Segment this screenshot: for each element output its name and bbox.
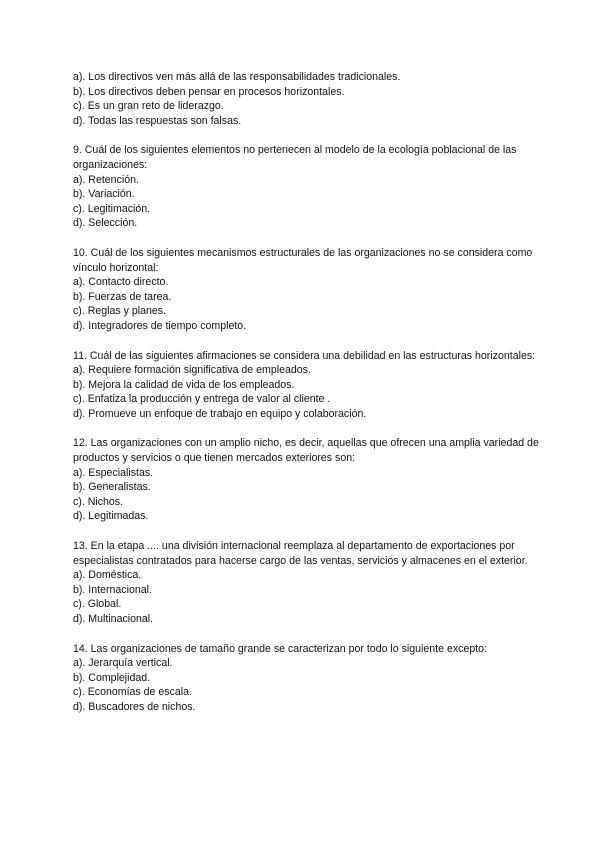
- question-13: [73, 539, 543, 627]
- question-11: [73, 349, 543, 422]
- option-a: a). Requiere formación significativa de empleados.: [73, 364, 311, 377]
- question-text: 12. Las organizaciones con un amplio nicho, es decir, aquellas que ofrecen una amplia variedad de productos y servicios o que tienen mercados exteriores son:: [73, 437, 539, 465]
- question-10: [73, 246, 543, 334]
- option-a: a). Doméstica.: [73, 569, 142, 582]
- document-page: [73, 70, 543, 730]
- question-text: 10. Cuál de los siguientes mecanismos estructurales de las organizaciones no se considera como vínculo horizontal:: [73, 246, 533, 274]
- option-a: a). Jerarquía vertical.: [73, 657, 173, 670]
- question-text: 9. Cuál de los siguientes elementos no pertenecen al modelo de la ecología poblacional de las organizaciones:: [73, 144, 517, 171]
- option-c: c). Es un gran reto de liderazgo.: [73, 100, 224, 113]
- option-b: b). Internacional.: [73, 583, 152, 596]
- option-d: d). Selección.: [73, 217, 138, 230]
- option-a: a). Retención.: [73, 173, 139, 186]
- option-d: d). Buscadores de nichos.: [73, 700, 196, 713]
- option-d: d). Integradores de tiempo completo.: [73, 319, 247, 332]
- question-text: 14. Las organizaciones de tamaño grande se caracterizan por todo lo siguiente excepto:: [73, 642, 488, 655]
- option-c: c). Enfatiza la producción y entrega de valor al cliente .: [73, 393, 331, 406]
- option-b: b). Mejora la calidad de vida de los empleados.: [73, 378, 295, 391]
- option-d: d). Multinacional.: [73, 613, 154, 625]
- question-9: [73, 143, 543, 231]
- option-b: b). Fuerzas de tarea.: [73, 290, 172, 303]
- option-c: c). Economías de escala.: [73, 686, 192, 699]
- option-a: a). Especialistas.: [73, 466, 154, 479]
- option-a: a). Contacto directo.: [73, 276, 169, 289]
- option-c: c). Legitimación.: [73, 202, 151, 215]
- option-d: d). Legitimadas.: [73, 510, 149, 523]
- option-c: c). Nichos.: [73, 495, 124, 508]
- question-text: 13. En la etapa .... una división internacional reemplaza al departamento de exportaciones por especialistas contratados para hacerse cargo de las ventas, servicios y almacenes en el exterior.: [73, 540, 528, 567]
- continued-options-block: [73, 70, 543, 128]
- option-a: a). Los directivos ven más allá de las responsabilidades tradicionales.: [73, 71, 401, 83]
- option-d: d). Todas las respuestas son falsas.: [73, 114, 242, 127]
- question-12: [73, 436, 543, 524]
- option-b: b). Complejidad.: [73, 671, 151, 684]
- option-b: b). Generalistas.: [73, 481, 151, 494]
- question-14: [73, 642, 543, 715]
- question-text: 11. Cuál de las siguientes afirmaciones se considera una debilidad en las estructuras horizontales:: [73, 349, 536, 362]
- option-b: b). Los directivos deben pensar en procesos horizontales.: [73, 85, 345, 98]
- option-d: d). Promueve un enfoque de trabajo en equipo y colaboración.: [73, 407, 367, 420]
- option-c: c). Global.: [73, 598, 122, 611]
- option-c: c). Reglas y planes.: [73, 305, 167, 318]
- option-b: b). Variación.: [73, 188, 135, 201]
